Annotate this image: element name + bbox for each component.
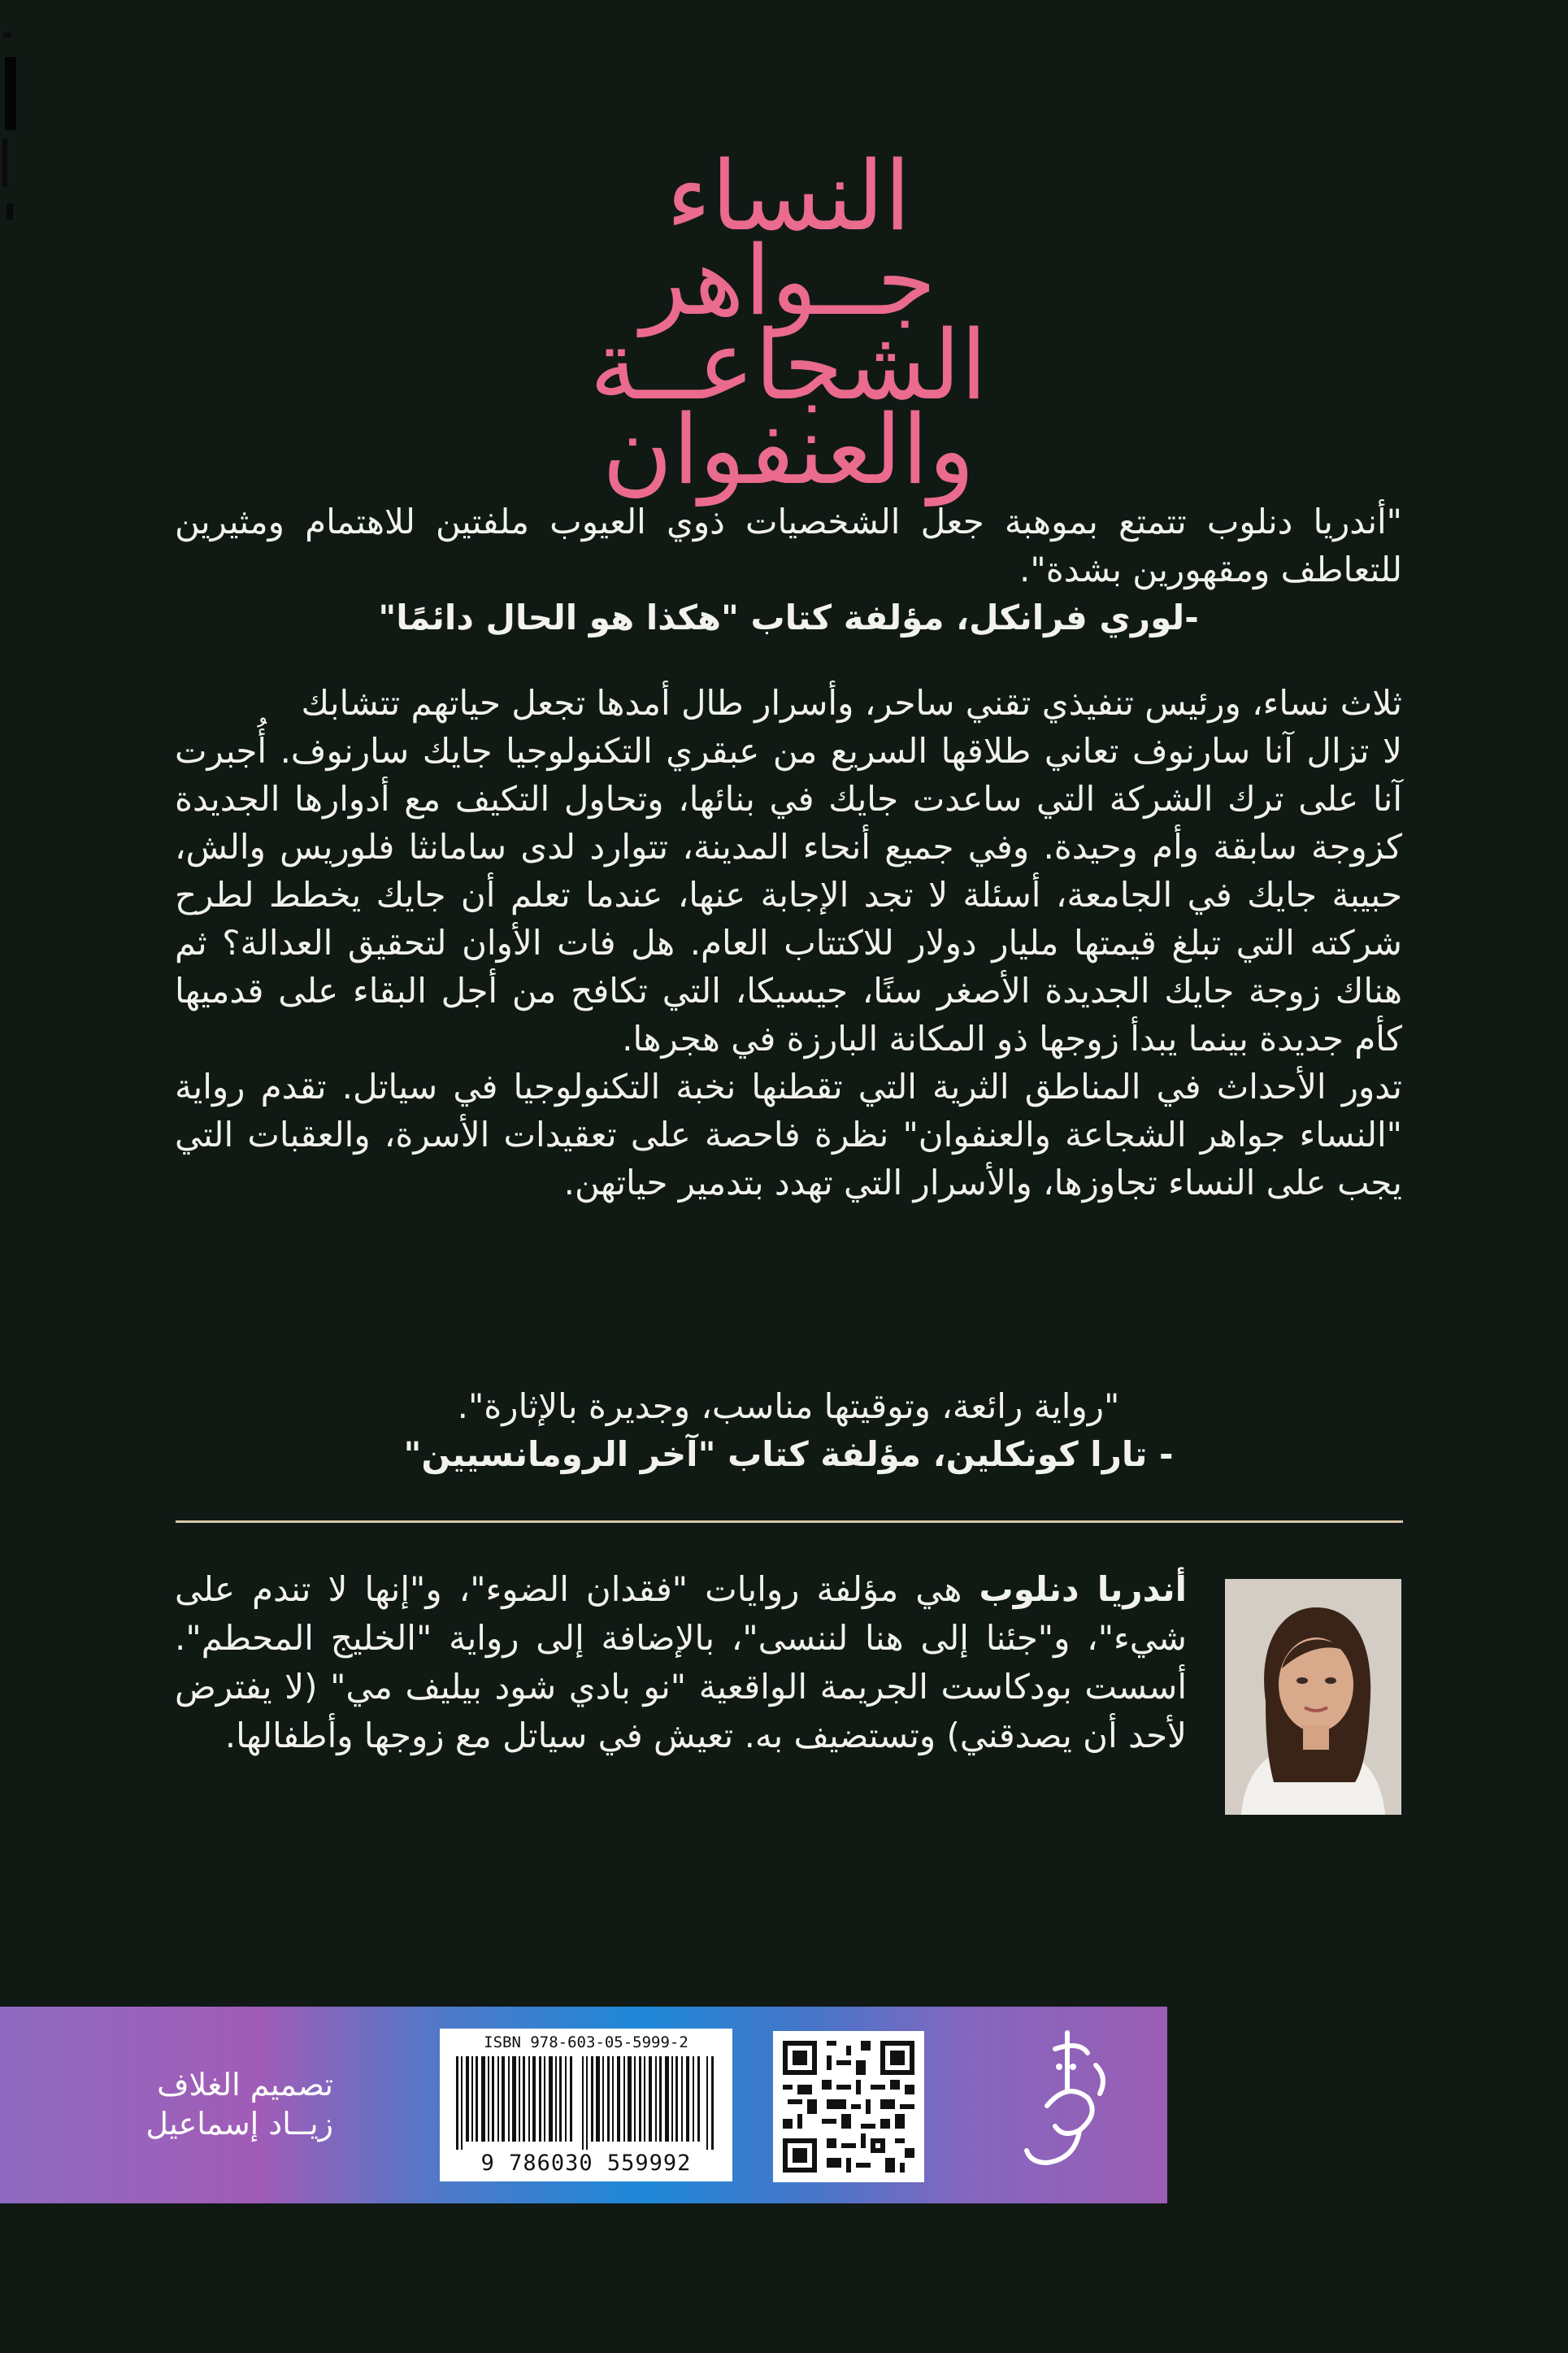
barcode-bars <box>456 2056 716 2150</box>
synopsis <box>175 679 1402 1207</box>
quote-1-attribution: -لوري فرانكل، مؤلفة كتاب "هكذا هو الحال دائمًا" <box>378 598 1199 637</box>
qr-code[interactable] <box>773 2031 924 2182</box>
endorsement-quote-2 <box>175 1382 1402 1478</box>
title-line-4: والعنفوان <box>602 394 975 507</box>
synopsis-paragraph-3: تدور الأحداث في المناطق الثرية التي تقطنها نخبة التكنولوجيا في سياتل. تقدم رواية "النساء جواهر الشجاعة والعنفوان" نظرة فاحصة على تعقيدات الأسرة، والعقبات التي يجب على النساء تجاوزها، والأسرار التي تهدد بتدمير حياتهن. <box>175 1067 1402 1203</box>
credit-label: تصميم الغلاف <box>157 2067 333 2103</box>
isbn-digits: 9 786030 559992 <box>480 2151 692 2176</box>
endorsement-quote-1 <box>175 498 1402 642</box>
author-name: أندريا دنلوب <box>979 1569 1187 1609</box>
cover-design-credit <box>89 2065 333 2143</box>
synopsis-paragraph-1: ثلاث نساء، ورئيس تنفيذي تقني ساحر، وأسرار طال أمدها تجعل حياتهم تتشابك <box>301 683 1402 723</box>
divider <box>176 1520 1403 1523</box>
title-line-1: النساء <box>666 140 911 253</box>
qr-code-pattern <box>783 2041 914 2173</box>
quote-2-text: "رواية رائعة، وتوقيتها مناسب، وجديرة بالإثارة". <box>457 1386 1120 1426</box>
isbn-barcode <box>440 2029 732 2181</box>
book-title <box>423 140 1154 507</box>
publisher-logo-icon <box>998 2016 1128 2179</box>
spine-marks <box>0 24 24 244</box>
author-bio-text: هي مؤلفة روايات "فقدان الضوء"، و"إنها لا تندم على شيء"، و"جئنا إلى هنا لننسى"، بالإضافة إلى رواية "الخليج المحطم". أسست بودكاست الجريمة الواقعية "نو بادي شود بيليف مي" (لا يفترض لأحد أن يصدقني) وتستضيف به. تعيش في سياتل مع زوجها وأطفالها. <box>175 1569 1187 1755</box>
quote-1-text: "أندريا دنلوب تتمتع بموهبة جعل الشخصيات ذوي العيوب ملفتين للاهتمام ومثيرين للتعاطف ومقهورين بشدة". <box>175 502 1402 589</box>
title-line-2: جــواهر <box>641 224 936 337</box>
title-line-3: الشجاعــة <box>589 309 988 422</box>
isbn-label: ISBN 978-603-05-5999-2 <box>484 2033 688 2051</box>
author-portrait-image <box>1225 1579 1401 1815</box>
author-bio <box>175 1565 1187 1760</box>
author-photo <box>1225 1579 1401 1815</box>
quote-2-attribution: - تارا كونكلين، مؤلفة كتاب "آخر الرومانسيين" <box>403 1434 1174 1474</box>
credit-designer: زيــاد إسماعيل <box>146 2106 333 2142</box>
synopsis-paragraph-2: لا تزال آنا سارنوف تعاني طلاقها السريع من عبقري التكنولوجيا جايك سارنوف. أُجبرت آنا على ترك الشركة التي ساعدت جايك في بنائها، وتحاول التكيف مع أدوارها الجديدة كزوجة سابقة وأم وحيدة. وفي جميع أنحاء المدينة، تتوارد لدى سامانثا فلوريس والش، حبيبة جايك في الجامعة، أسئلة لا تجد الإجابة عنها، عندما تعلم أن جايك يخطط لطرح شركته التي تبلغ قيمتها مليار دولار للاكتتاب العام. هل فات الأوان لتحقيق العدالة؟ ثم هناك زوجة جايك الجديدة الأصغر سنًا، جيسيكا، التي تكافح من أجل البقاء على قدميها كأم جديدة بينما يبدأ زوجها ذو المكانة البارزة في هجرها. <box>175 731 1402 1059</box>
